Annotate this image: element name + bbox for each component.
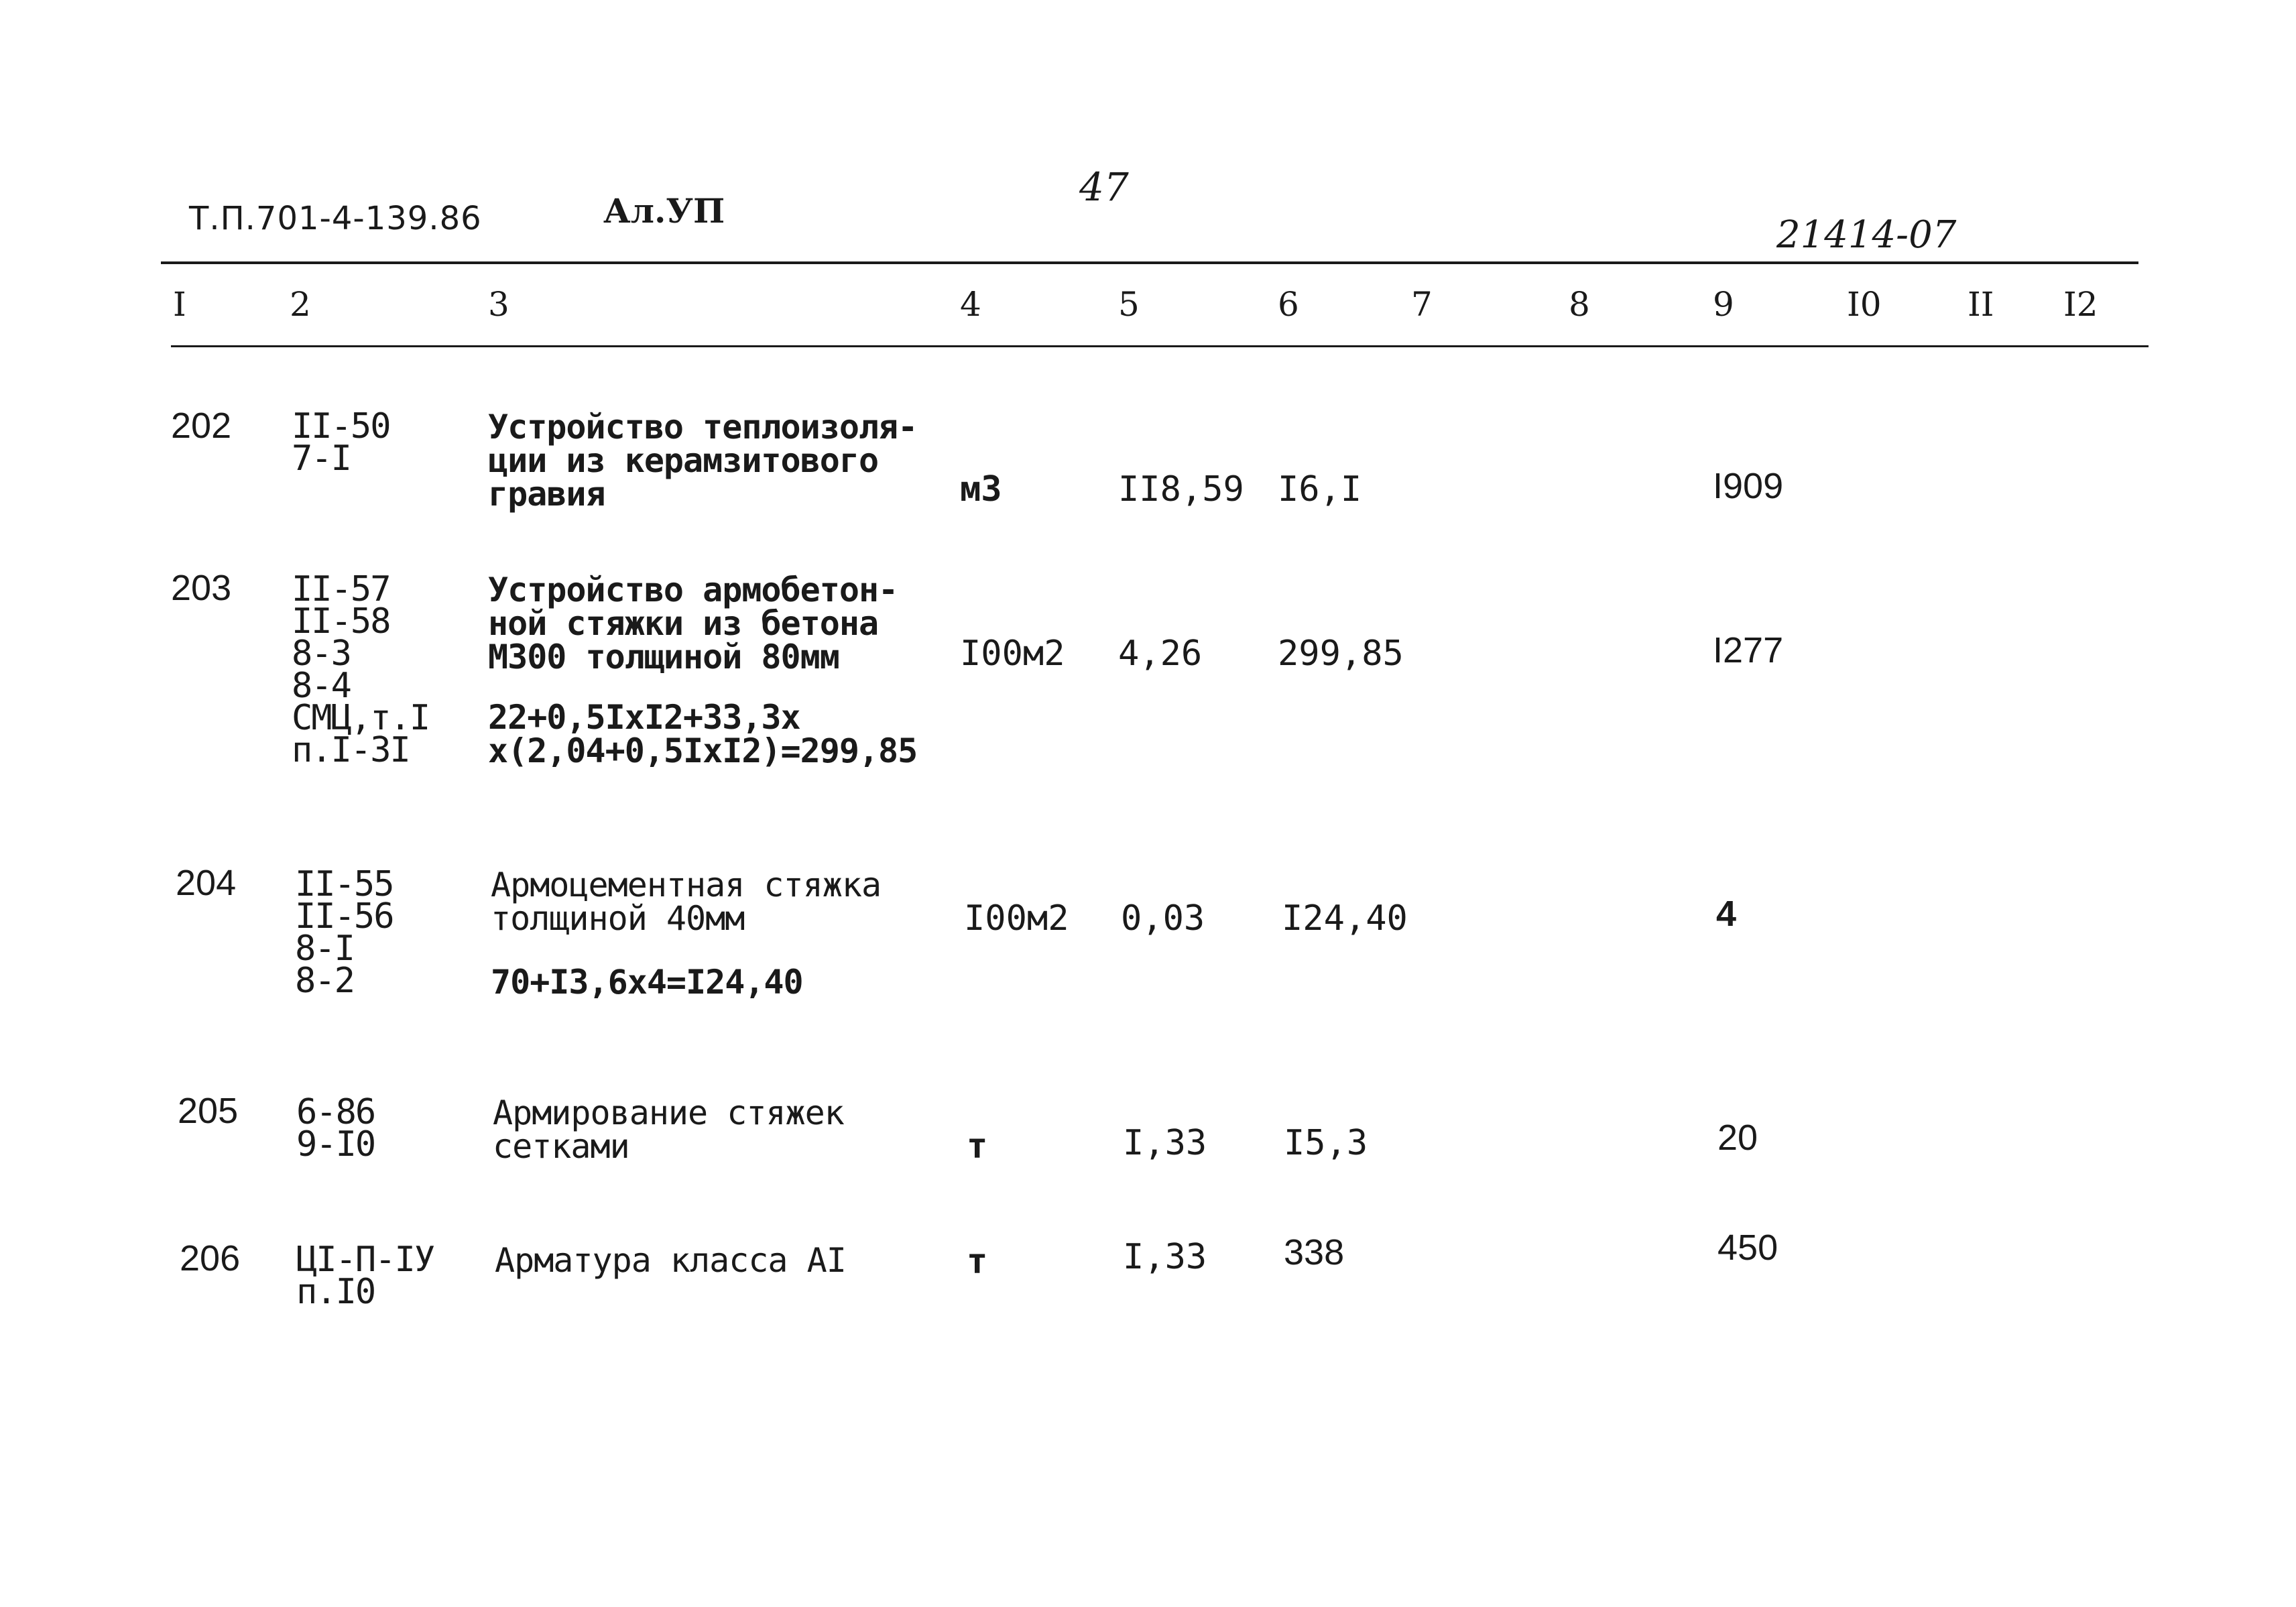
unit: I00м2 xyxy=(960,634,1065,674)
unit-price: I24,40 xyxy=(1282,898,1408,939)
description-line: М300 толщиной 80мм xyxy=(488,638,839,676)
norm-codes xyxy=(296,1092,375,1165)
column-header-2: 2 xyxy=(290,285,311,324)
column-header-9: 9 xyxy=(1713,285,1734,324)
header-top-rule xyxy=(161,261,2138,264)
total-cost: I909 xyxy=(1713,466,1784,506)
quantity: I,33 xyxy=(1123,1123,1207,1163)
total-cost: I277 xyxy=(1713,630,1784,670)
column-header-11: II xyxy=(1968,285,1994,324)
description-line: ции из керамзитового xyxy=(488,441,879,480)
column-header-7: 7 xyxy=(1411,285,1433,324)
quantity: I,33 xyxy=(1123,1237,1207,1277)
calculation-formula xyxy=(488,698,918,770)
norm-code: II-55 xyxy=(295,864,394,904)
row-number: 203 xyxy=(171,568,232,608)
norm-codes xyxy=(296,1240,434,1312)
quantity: 4,26 xyxy=(1118,634,1203,674)
norm-codes xyxy=(292,569,430,770)
work-description xyxy=(488,408,918,514)
column-header-8: 8 xyxy=(1569,285,1590,324)
norm-code: ЦI-П-IУ xyxy=(296,1240,434,1280)
norm-code: СМЦ,т.I xyxy=(292,698,430,738)
description-line: толщиной 40мм xyxy=(491,899,745,938)
norm-code: 8-I xyxy=(295,929,354,969)
unit-price: I6,I xyxy=(1278,469,1362,510)
total-cost: 4 xyxy=(1716,894,1737,934)
norm-code: 7-I xyxy=(292,438,351,479)
column-header-12: I2 xyxy=(2063,285,2098,324)
sheet-label: Ал.УП xyxy=(603,191,725,231)
description-line: Армоцементная стяжка xyxy=(491,866,882,904)
norm-code: II-57 xyxy=(292,569,390,609)
norm-code: 8-3 xyxy=(292,634,351,674)
unit: т xyxy=(967,1242,988,1282)
page-number: 47 xyxy=(1079,164,1129,210)
description-line: Арматура класса АI xyxy=(495,1241,846,1280)
calculation-formula xyxy=(491,963,803,1002)
unit-price: 299,85 xyxy=(1278,634,1404,674)
row-number: 205 xyxy=(178,1091,239,1131)
row-number: 206 xyxy=(180,1238,241,1278)
work-description xyxy=(488,573,898,674)
formula-line: x(2,04+0,5IxI2)=299,85 xyxy=(488,731,918,770)
norm-code: 9-I0 xyxy=(296,1124,375,1165)
unit: м3 xyxy=(960,469,1002,510)
norm-code: 6-86 xyxy=(296,1092,375,1132)
row-number: 204 xyxy=(176,863,237,903)
total-cost: 450 xyxy=(1717,1228,1778,1268)
norm-code: II-58 xyxy=(292,601,390,642)
column-header-5: 5 xyxy=(1118,285,1140,324)
unit-price: 338 xyxy=(1284,1232,1345,1272)
description-line: гравия xyxy=(488,475,605,514)
row-number: 202 xyxy=(171,406,232,446)
norm-code: 8-2 xyxy=(295,961,354,1001)
norm-code: п.I0 xyxy=(296,1272,375,1312)
work-description xyxy=(495,1241,846,1280)
header-bottom-rule xyxy=(171,345,2149,347)
norm-code: 8-4 xyxy=(292,666,351,706)
work-description xyxy=(491,866,882,938)
description-line: Устройство теплоизоля- xyxy=(488,408,918,447)
description-line: ной стяжки из бетона xyxy=(488,604,879,643)
total-cost: 20 xyxy=(1717,1118,1758,1158)
work-description xyxy=(493,1093,844,1166)
unit-price: I5,3 xyxy=(1284,1123,1368,1163)
unit: I00м2 xyxy=(964,898,1069,939)
norm-codes xyxy=(295,864,394,1001)
description-line: Устройство армобетон- xyxy=(488,571,898,609)
norm-codes xyxy=(292,406,390,479)
formula-line: 22+0,5IxI2+33,3x xyxy=(488,698,800,737)
quantity: II8,59 xyxy=(1118,469,1244,510)
description-line: сетками xyxy=(493,1127,629,1166)
column-header-3: 3 xyxy=(488,285,509,324)
document-number: Т.П.701-4-139.86 xyxy=(189,200,482,237)
norm-code: II-50 xyxy=(292,406,390,447)
description-line: Армирование стяжек xyxy=(493,1093,844,1132)
column-header-4: 4 xyxy=(960,285,981,324)
column-header-6: 6 xyxy=(1278,285,1299,324)
column-header-1: I xyxy=(173,285,186,324)
quantity: 0,03 xyxy=(1121,898,1205,939)
unit: т xyxy=(967,1126,988,1167)
norm-code: II-56 xyxy=(295,896,394,937)
formula-line: 70+I3,6x4=I24,40 xyxy=(491,963,803,1002)
norm-code: п.I-3I xyxy=(292,730,410,770)
document-code: 21414-07 xyxy=(1776,213,1957,257)
column-header-10: I0 xyxy=(1847,285,1882,324)
